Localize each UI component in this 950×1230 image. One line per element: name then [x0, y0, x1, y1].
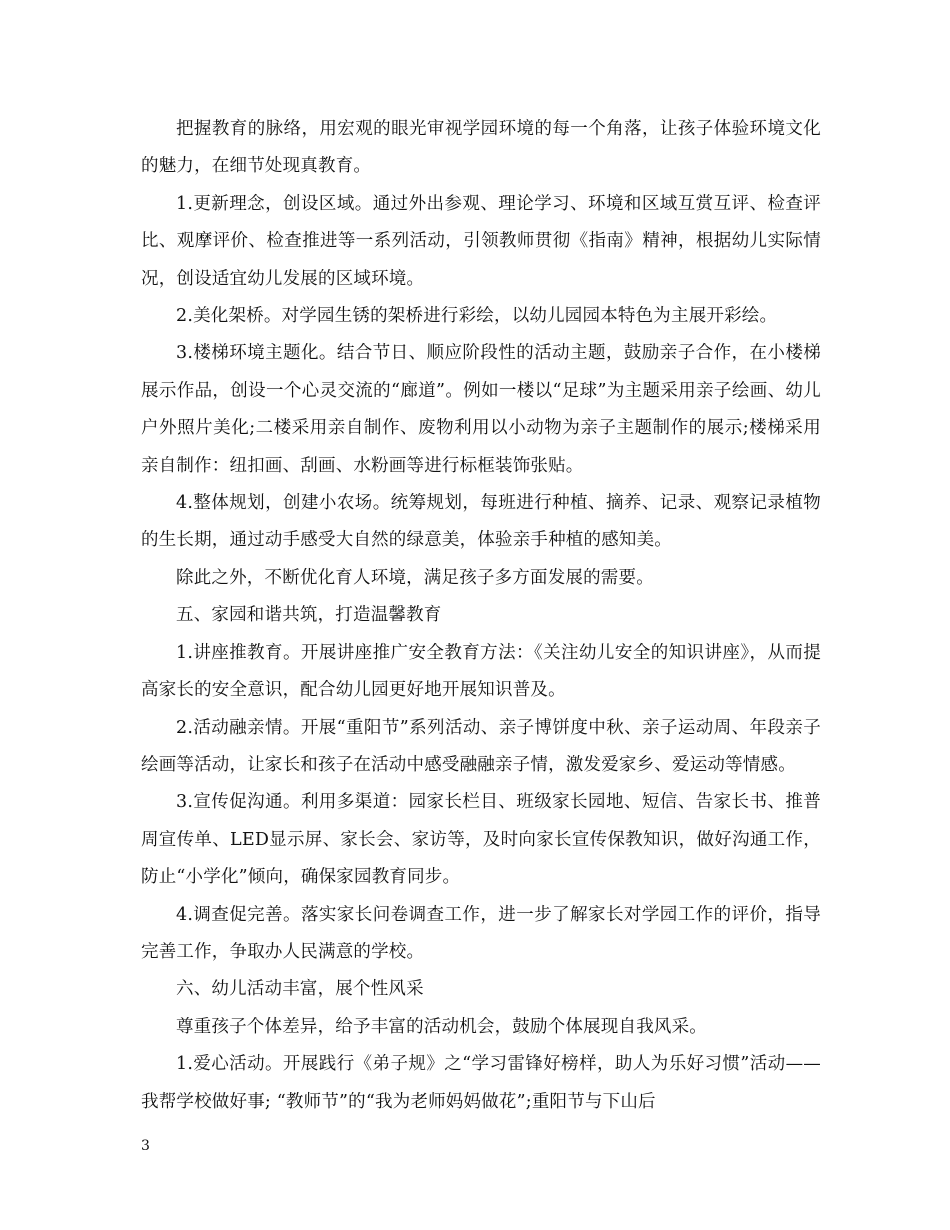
- page-number: 3: [141, 1138, 150, 1154]
- document-body: [141, 111, 821, 1121]
- paragraph: 1.爱心活动。开展践行《弟子规》之“学习雷锋好榜样，助人为乐好习惯”活动——我帮学校做好事; “教师节”的“我为老师妈妈做花”;重阳节与下山后: [141, 1054, 821, 1112]
- section-heading: 六、幼儿活动丰富，展个性风采: [176, 979, 424, 1000]
- section-heading: 五、家园和谐共筑，打造温馨教育: [176, 605, 442, 626]
- paragraph: 把握教育的脉络，用宏观的眼光审视学园环境的每一个角落，让孩子体验环境文化的魅力，在细节处现真教育。: [141, 119, 821, 177]
- paragraph: 1.更新理念，创设区域。通过外出参观、理论学习、环境和区域互赏互评、检查评比、观摩评价、检查推进等一系列活动，引领教师贯彻《指南》精神，根据幼儿实际情况，创设适宜幼儿发展的区域环境。: [141, 193, 821, 289]
- paragraph: 2.活动融亲情。开展“重阳节”系列活动、亲子博饼度中秋、亲子运动周、年段亲子绘画等活动，让家长和孩子在活动中感受融融亲子情，激发爱家乡、爱运动等情感。: [141, 717, 821, 775]
- paragraph: 1.讲座推教育。开展讲座推广安全教育方法：《关注幼儿安全的知识讲座》，从而提高家长的安全意识，配合幼儿园更好地开展知识普及。: [141, 642, 821, 701]
- paragraph: 4.调查促完善。落实家长问卷调查工作，进一步了解家长对学园工作的评价，指导完善工作，争取办人民满意的学校。: [141, 904, 821, 962]
- paragraph: 3.楼梯环境主题化。结合节日、顺应阶段性的活动主题，鼓励亲子合作，在小楼梯展示作品，创设一个心灵交流的“廊道”。例如一楼以“足球”为主题采用亲子绘画、幼儿户外照片美化;二楼采用亲自制作、废物利用以小动物为亲子主题制作的展示;楼梯采用亲自制作：纽扣画、刮画、水粉画等进行标框装饰张贴。: [141, 343, 821, 476]
- paragraph: 除此之外，不断优化育人环境，满足孩子多方面发展的需要。: [176, 567, 654, 588]
- paragraph: 尊重孩子个体差异，给予丰富的活动机会，鼓励个体展现自我风采。: [176, 1016, 707, 1037]
- paragraph: 4.整体规划，创建小农场。统筹规划，每班进行种植、摘养、记录、观察记录植物的生长期，通过动手感受大自然的绿意美，体验亲手种植的感知美。: [141, 493, 821, 551]
- paragraph: 2.美化架桥。对学园生锈的架桥进行彩绘，以幼儿园园本特色为主展开彩绘。: [176, 306, 778, 327]
- paragraph: 3.宣传促沟通。利用多渠道：园家长栏目、班级家长园地、短信、告家长书、推普周宣传单、LED显示屏、家长会、家访等，及时向家长宣传保教知识，做好沟通工作，防止“小学化”倾向，确保家园教育同步。: [141, 792, 821, 888]
